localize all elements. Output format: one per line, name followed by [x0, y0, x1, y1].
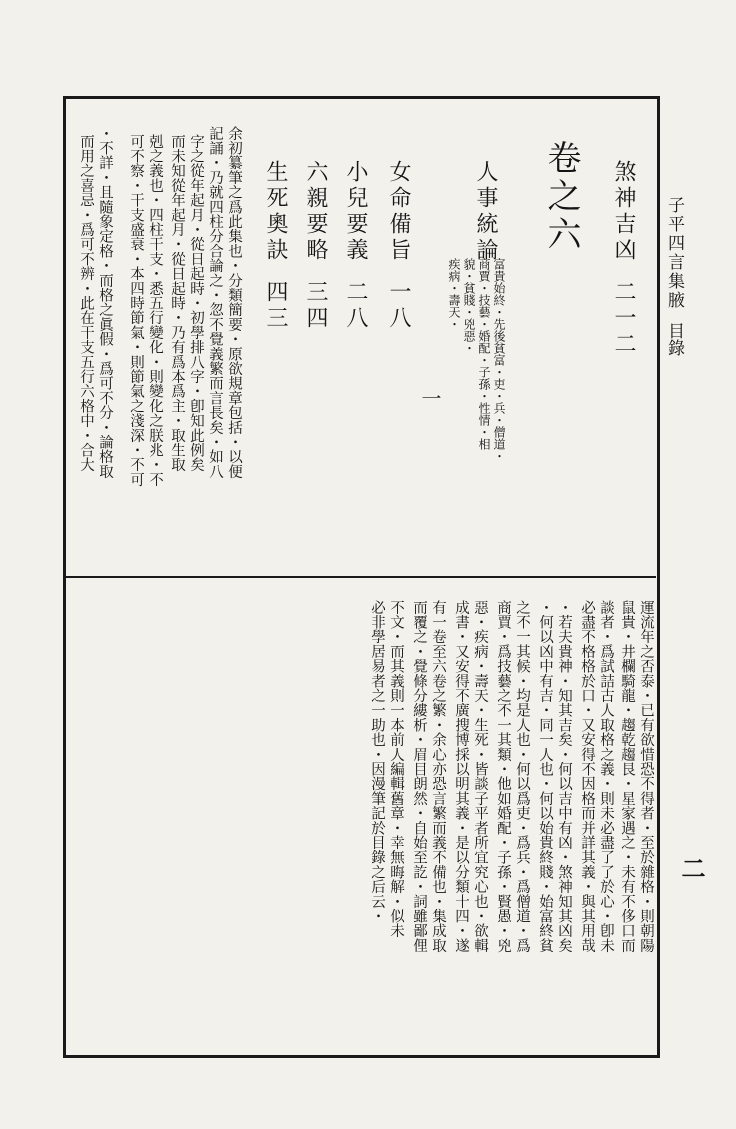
text-column: 記誦・乃就四柱分合論之・忽不覺義繁而言長矣・如八	[207, 126, 223, 479]
text-column: 談者・爲試詰古人取格之義・則未必盡了了於心・卽未	[598, 600, 614, 953]
text-column: ・若夫貴神・知其吉矣・何以吉中有凶・煞神知其凶矣	[556, 600, 572, 953]
toc-entry-title: 小兒要義	[343, 160, 368, 264]
toc-entry	[340, 160, 371, 332]
page-number: 二	[677, 856, 706, 880]
text-column: 運流年之否泰・已有欲惜恐不得者・至於雜格・則朝陽	[638, 600, 654, 953]
text-column: 惡・疾病・壽天・生死・皆談子平者所宜究心也・欲輯	[472, 600, 488, 953]
book-title: 子平四言集腋	[664, 196, 684, 310]
volume-heading: 卷之六	[541, 140, 581, 254]
toc-entry-page: 一八	[386, 280, 411, 332]
text-column: 而覆之・覺條分縷析・眉目朗然・自始至訖・詞雖鄙俚	[411, 600, 427, 953]
toc-entry-title: 人事統論	[473, 160, 498, 264]
text-column: 商賈・爲技藝之不一其類・他如婚配・子孫・賢愚・兇	[495, 600, 511, 953]
toc-entry-title: 六親要略	[303, 160, 328, 264]
toc-entry-page: 三四	[303, 280, 328, 332]
toc-subtopics: 貌・貧賤・兇惡・	[462, 258, 476, 354]
toc-subtopics: 疾病・壽天・	[447, 258, 461, 330]
text-column: 必非學居易者之一助也・因漫筆記於目錄之后云・	[369, 600, 385, 924]
toc-entry-page: 二一二	[611, 280, 636, 358]
toc-entry	[383, 160, 414, 332]
text-column: 剋之義也・四柱干支・悉五行變化・則變化之朕兆・不	[147, 134, 163, 487]
text-column: 成書・又安得不廣搜博採以明其義・是以分類十四・遂	[453, 600, 469, 953]
toc-entry-page: 一	[418, 388, 442, 412]
text-column: 可不察・干支盛衰・本四時節氣・則節氣之淺深・不可	[128, 134, 144, 487]
text-column: 有一卷至六卷之繁・余心亦恐言繁而義不備也・集成取	[430, 600, 446, 953]
text-column: 不文・而其義則一本前人編輯舊章・幸無晦解・似未	[388, 600, 404, 939]
toc-entry	[470, 160, 501, 264]
text-column: ・何以凶中有吉・同一人也・何以始貴終賤・始富終貧	[537, 600, 553, 953]
text-column: 而用之喜忌・爲可不辨・此在干支五行六格中・合大	[78, 134, 94, 473]
text-column: 字之從年起月・從日起時・初學排八字・卽知此例矣	[188, 134, 204, 473]
toc-subtopics: 富貴始終・先後貧富・吏・兵・僧道・	[492, 258, 506, 462]
toc-entry-title: 生死奧訣	[263, 160, 288, 264]
horizontal-divider	[66, 576, 656, 578]
toc-entry-title: 女命備旨	[386, 160, 411, 264]
text-column: 余初纂筆之爲此集也・分類簡要・原欲規章包括・以便	[226, 126, 242, 479]
text-column: 鼠貴・井欄騎龍・趨乾趨艮・星家遇之・未有不侈口而	[619, 600, 635, 953]
toc-entry	[608, 160, 639, 358]
toc-subtopics: 商賈・技藝・婚配・子孫・性情・相	[477, 258, 491, 450]
toc-entry	[260, 160, 291, 332]
text-column: 必盡不格格於口・又安得不因格而并詳其義・與其用哉	[579, 600, 595, 953]
toc-entry-page: 四三	[263, 280, 288, 332]
toc-entry-page: 二八	[343, 280, 368, 332]
section-label: 目錄	[664, 322, 684, 356]
toc-entry-title: 煞神吉凶	[611, 160, 636, 264]
toc-entry	[300, 160, 331, 332]
text-column: ・不詳・且隨象定格・而格之眞假・爲可不分・論格取	[97, 126, 113, 479]
text-column: 之不一其候・均是人也・何以爲吏・爲兵・爲僧道・爲	[514, 600, 530, 953]
text-column: 而未知從年起月・從日起時・乃有爲本爲主・取生取	[169, 134, 185, 473]
